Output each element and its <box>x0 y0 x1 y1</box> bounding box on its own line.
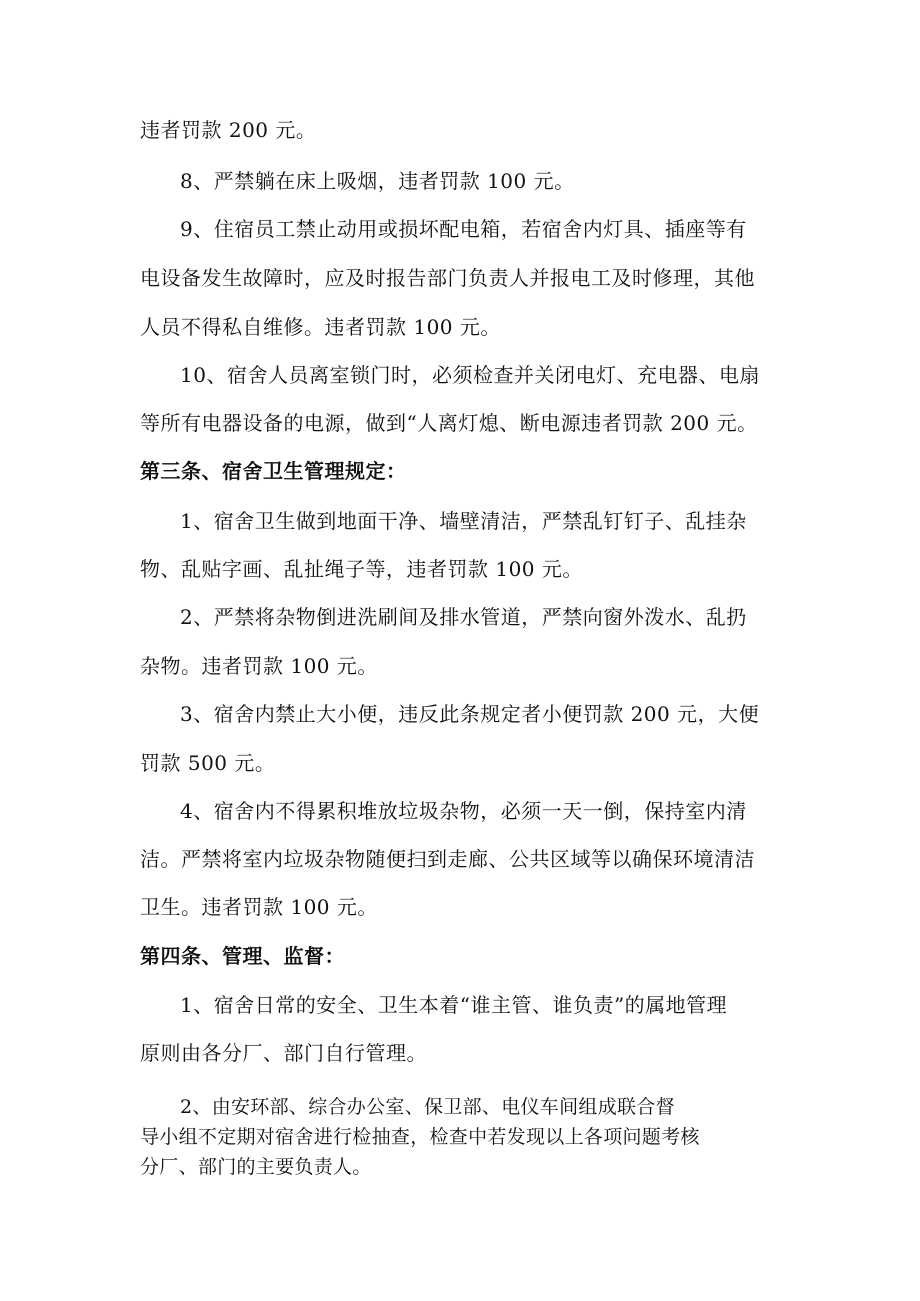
text-line: 人员不得私自维修。违者罚款 100 元。 <box>140 315 501 339</box>
text-line: 原则由各分厂、部门自行管理。 <box>140 1041 427 1065</box>
text-line: 3、宿舍内禁止大小便，违反此条规定者小便罚款 200 元，大便 <box>180 702 760 726</box>
text-line: 1、宿舍卫生做到地面干净、墙壁清洁，严禁乱钉钉子、乱挂杂 <box>180 509 747 533</box>
text-line: 杂物。违者罚款 100 元。 <box>140 654 378 678</box>
text-line: 4、宿舍内不得累积堆放垃圾杂物，必须一天一倒，保持室内清 <box>180 799 747 823</box>
text-line: 2、严禁将杂物倒进洗刷间及排水管道，严禁向窗外泼水、乱扔 <box>180 605 747 629</box>
text-line: 卫生。违者罚款 100 元。 <box>140 895 378 919</box>
text-line: 违者罚款 200 元。 <box>140 118 317 142</box>
section-heading: 第三条、宿舍卫生管理规定： <box>140 459 407 483</box>
text-line: 1、宿舍日常的安全、卫生本着“谁主管、谁负责”的属地管理 <box>180 993 728 1017</box>
section-heading: 第四条、管理、监督： <box>140 944 345 968</box>
text-line: 8、严禁躺在床上吸烟，违者罚款 100 元。 <box>180 169 575 193</box>
text-line: 导小组不定期对宿舍进行检抽查，检查中若发现以上各项问题考核 <box>140 1126 700 1148</box>
text-line: 电设备发生故障时，应及时报告部门负责人并报电工及时修理，其他 <box>140 266 755 290</box>
text-line: 9、住宿员工禁止动用或损坏配电箱，若宿舍内灯具、插座等有 <box>180 217 747 241</box>
text-line: 等所有电器设备的电源，做到“人离灯熄、断电源违者罚款 200 元。 <box>140 411 758 435</box>
text-line: 分厂、部门的主要负责人。 <box>140 1156 372 1178</box>
text-line: 物、乱贴字画、乱扯绳子等，违者罚款 100 元。 <box>140 557 583 581</box>
text-line: 2、由安环部、综合办公室、保卫部、电仪车间组成联合督 <box>180 1096 675 1118</box>
text-line: 10、宿舍人员离室锁门时，必须检查并关闭电灯、充电器、电扇 <box>180 363 760 387</box>
text-line: 洁。严禁将室内垃圾杂物随便扫到走廊、公共区域等以确保环境清洁 <box>140 847 755 871</box>
text-line: 罚款 500 元。 <box>140 751 276 775</box>
